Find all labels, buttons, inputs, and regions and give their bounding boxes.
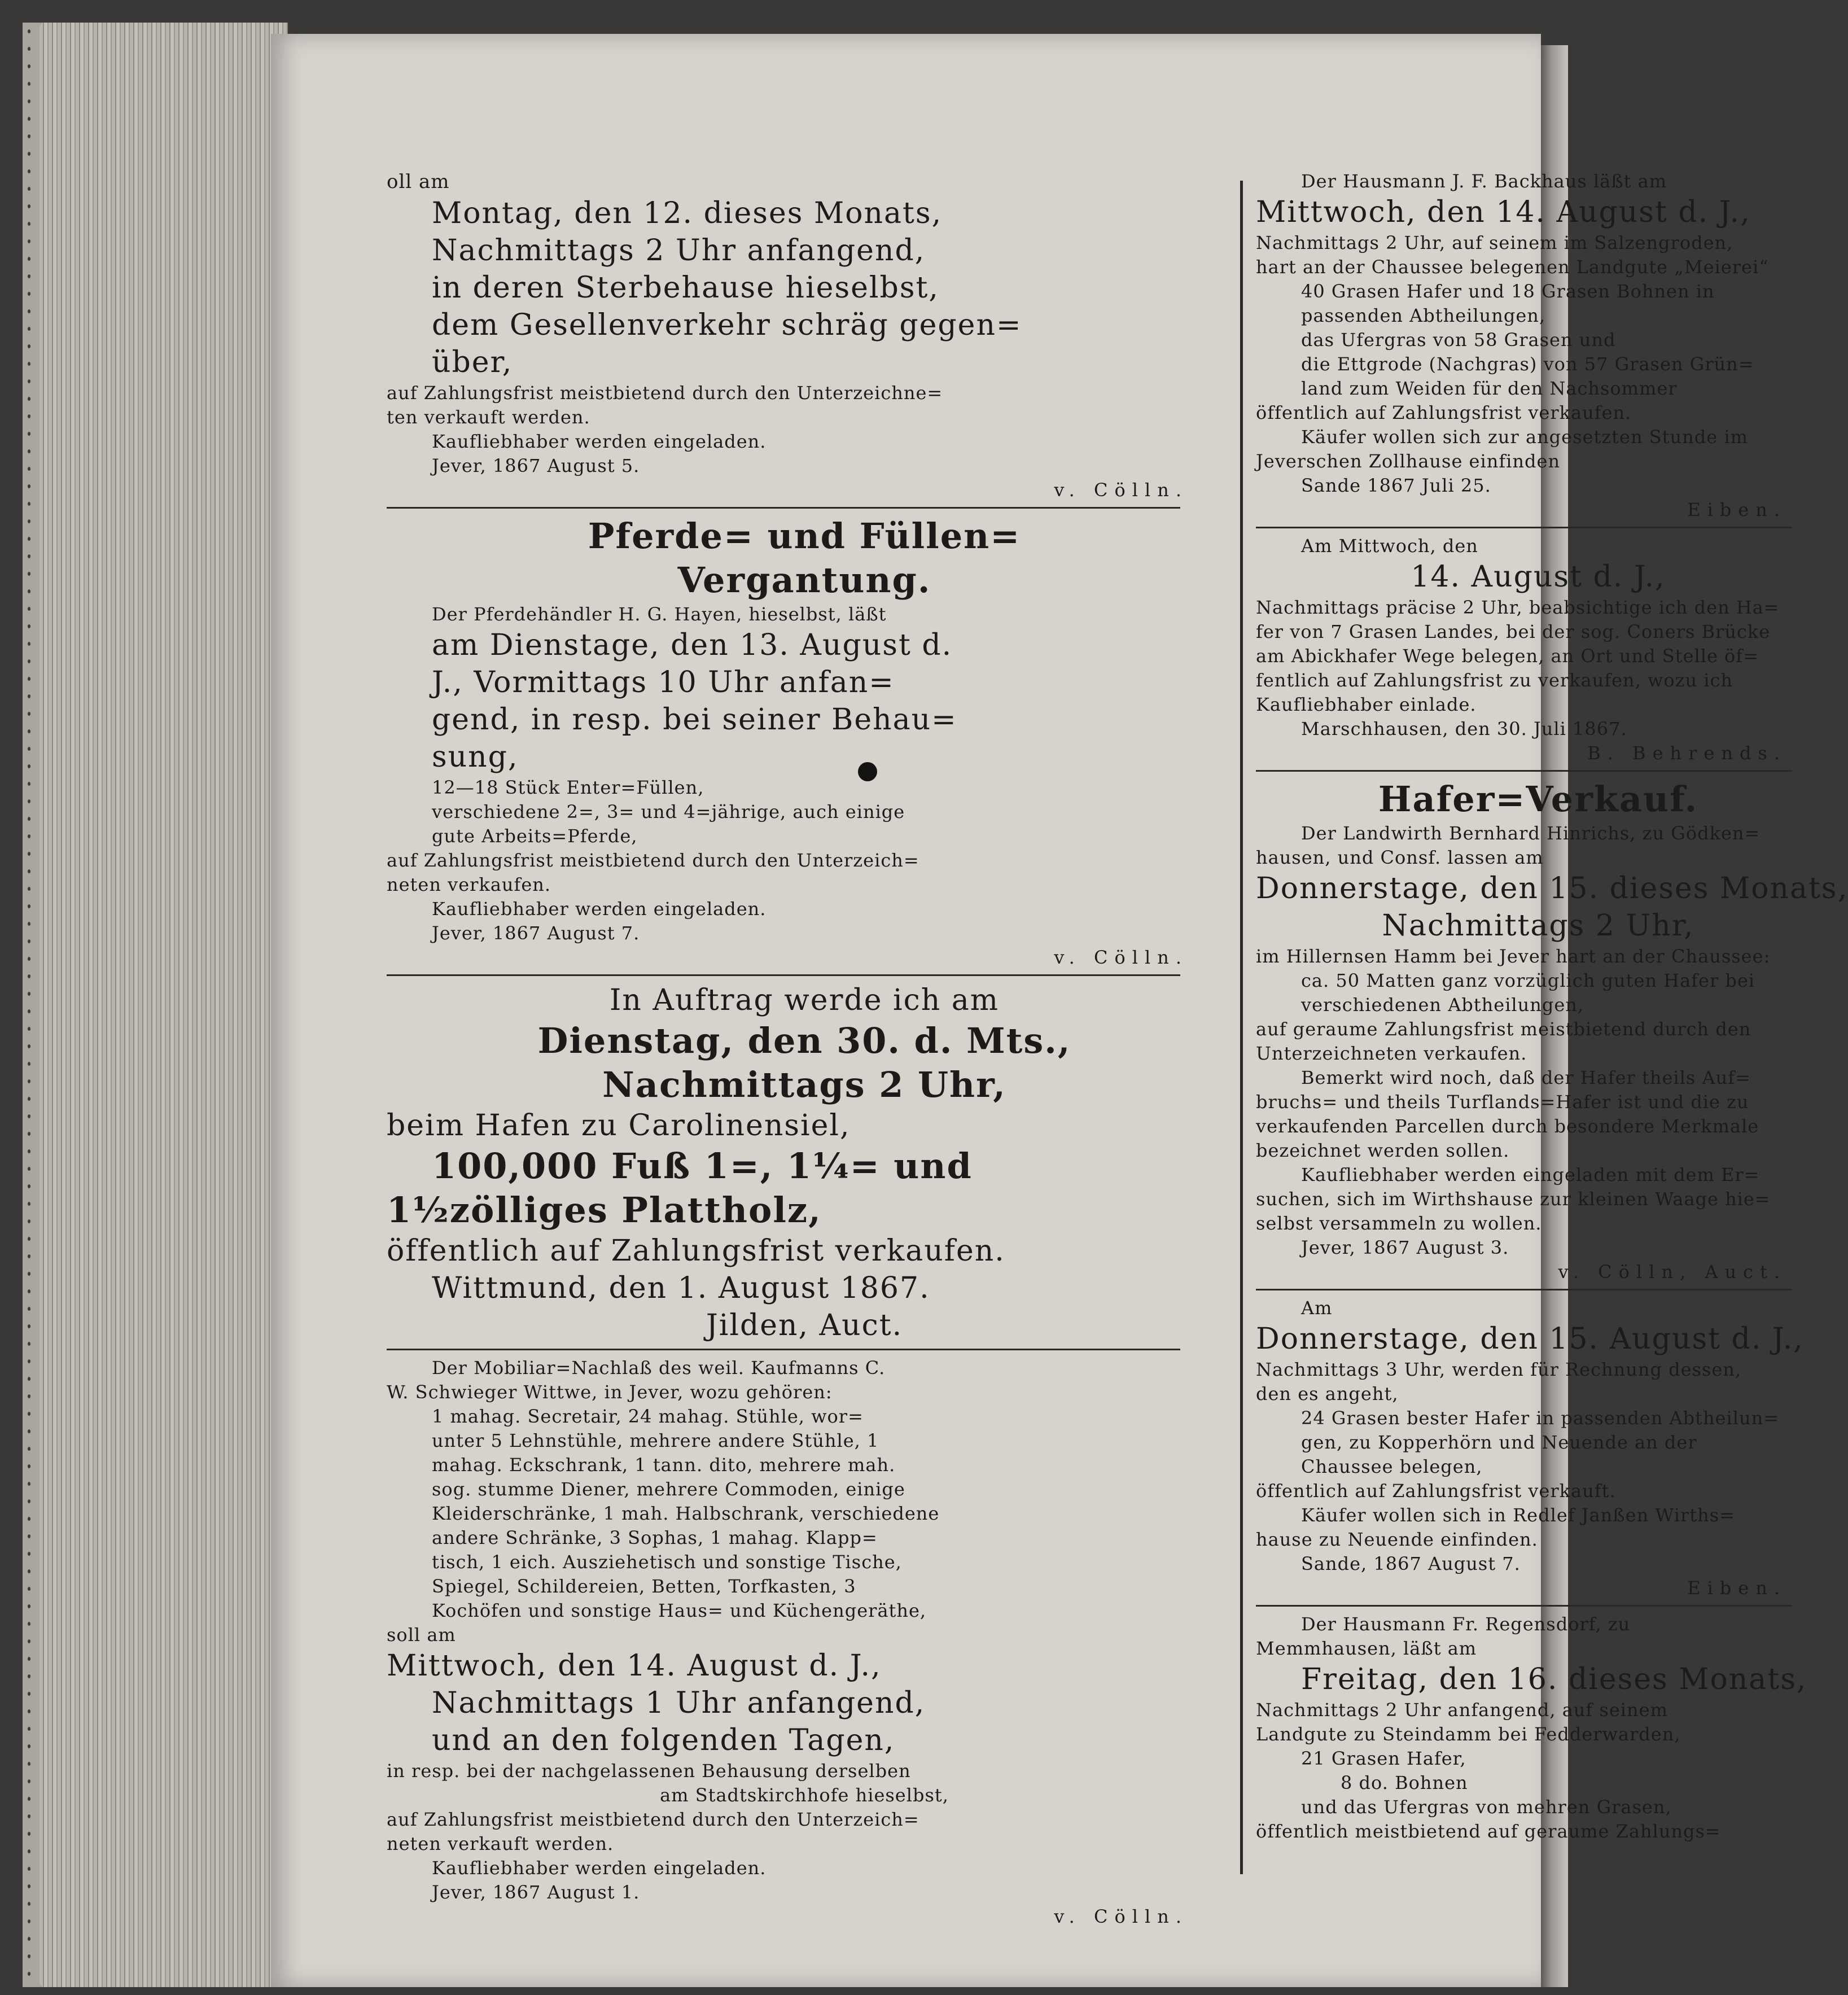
- notice-line: öffentlich auf Zahlungsfrist verkaufen.: [1256, 402, 1632, 423]
- notice-line: verschiedene 2=, 3= und 4=jährige, auch einige: [432, 801, 905, 823]
- notice-eiben-auction: [1256, 1296, 1820, 1600]
- notice-line: 12—18 Stück Enter=Füllen,: [432, 777, 704, 798]
- notice-signature: v. Cölln.: [1054, 947, 1188, 968]
- notice-behrends-auction: [1256, 534, 1820, 765]
- notice-line: in deren Sterbehause hieselbst,: [432, 271, 939, 305]
- notice-line: Kaufliebhaber werden eingeladen.: [432, 431, 767, 452]
- notice-line: Nachmittags 3 Uhr, werden für Rechnung dessen,: [1256, 1359, 1742, 1380]
- notice-line: passenden Abtheilungen,: [1301, 305, 1546, 326]
- notice-line: sog. stumme Diener, mehrere Commoden, einige: [432, 1478, 905, 1500]
- notice-line: oll am: [387, 170, 450, 193]
- notice-signature: B. Behrends.: [1587, 742, 1786, 764]
- notice-line: Sande, 1867 August 7.: [1301, 1553, 1521, 1574]
- notice-line: neten verkauft werden.: [387, 1833, 614, 1854]
- left-column: [387, 169, 1222, 1929]
- notice-line: auf Zahlungsfrist meistbietend durch den Unterzeichne=: [387, 382, 943, 404]
- notice-line: Kaufliebhaber werden eingeladen.: [432, 898, 767, 920]
- notice-line: Kleiderschränke, 1 mah. Halbschrank, verschiedene: [432, 1503, 940, 1524]
- notice-heading: Pferde= und Füllen=: [588, 515, 1021, 557]
- notice-line: Chaussee belegen,: [1301, 1456, 1483, 1477]
- notice-line: Freitag, den 16. dieses Monats,: [1301, 1663, 1807, 1696]
- notice-line: Bemerkt wird noch, daß der Hafer theils Auf=: [1301, 1067, 1751, 1088]
- notice-line: Der Mobiliar=Nachlaß des weil. Kaufmanns C.: [432, 1357, 886, 1379]
- notice-line: Am: [1301, 1297, 1333, 1319]
- notice-estate-auction: [387, 1356, 1222, 1929]
- notice-line: den es angeht,: [1256, 1383, 1399, 1405]
- notice-line: W. Schwieger Wittwe, in Jever, wozu gehören:: [387, 1381, 833, 1403]
- notice-line: Der Hausmann J. F. Backhaus läßt am: [1301, 170, 1667, 192]
- notice-line: Jever, 1867 August 7.: [432, 922, 640, 944]
- notice-heading: Nachmittags 2 Uhr,: [602, 1064, 1006, 1105]
- notice-timber-auction: [387, 982, 1222, 1344]
- notice-line: verschiedenen Abtheilungen,: [1301, 994, 1584, 1016]
- notice-line: Käufer wollen sich zur angesetzten Stunde im: [1301, 426, 1748, 448]
- notice-line: Mittwoch, den 14. August d. J.,: [387, 1649, 882, 1683]
- page-edges: [40, 23, 288, 1987]
- notice-line: über,: [432, 345, 513, 379]
- notice-line: Spiegel, Schildereien, Betten, Torfkasten, 3: [432, 1576, 856, 1597]
- notice-line: 40 Grasen Hafer und 18 Grasen Bohnen in: [1301, 281, 1715, 302]
- notice-signature: v. Cölln.: [1054, 479, 1188, 501]
- notice-separator: [387, 974, 1180, 976]
- notice-line: Memmhausen, läßt am: [1256, 1638, 1477, 1659]
- notice-line: am Dienstage, den 13. August d.: [432, 628, 953, 662]
- notice-line: fentlich auf Zahlungsfrist zu verkaufen, wozu ich: [1256, 670, 1733, 691]
- notice-line: J., Vormittags 10 Uhr anfan=: [432, 666, 895, 699]
- notice-line: Unterzeichneten verkaufen.: [1256, 1043, 1527, 1064]
- notice-separator: [1256, 770, 1792, 772]
- notice-line: unter 5 Lehnstühle, mehrere andere Stühle, 1: [432, 1430, 879, 1451]
- notice-heading: Vergantung.: [677, 559, 931, 601]
- notice-line: hausen, und Consf. lassen am: [1256, 847, 1544, 868]
- notice-line: Kaufliebhaber einlade.: [1256, 694, 1477, 715]
- notice-line: Käufer wollen sich in Redlef Janßen Wirths=: [1301, 1504, 1735, 1526]
- notice-line: Landgute zu Steindamm bei Fedderwarden,: [1256, 1723, 1681, 1745]
- notice-line: Donnerstage, den 15. dieses Monats,: [1256, 872, 1848, 905]
- notice-separator: [387, 1349, 1180, 1350]
- notice-line: öffentlich auf Zahlungsfrist verkaufen.: [387, 1234, 1005, 1268]
- notice-line: bruchs= und theils Turflands=Hafer ist und die zu: [1256, 1091, 1749, 1113]
- notice-line: im Hillernsen Hamm bei Jever hart an der Chaussee:: [1256, 946, 1771, 967]
- notice-signature: v. Cölln.: [1054, 1906, 1188, 1927]
- notice-separator: [1256, 1605, 1792, 1607]
- notice-line: Kochöfen und sonstige Haus= und Küchengeräthe,: [432, 1600, 927, 1621]
- notice-heading: Hafer=Verkauf.: [1378, 778, 1698, 820]
- notice-regensdorf-auction: [1256, 1612, 1820, 1844]
- notice-separator: [387, 507, 1180, 509]
- notice-line: In Auftrag werde ich am: [609, 983, 1000, 1017]
- notice-line: auf Zahlungsfrist meistbietend durch den Unterzeich=: [387, 850, 919, 871]
- notice-line: suchen, sich im Wirthshause zur kleinen Waage hie=: [1256, 1188, 1771, 1210]
- right-column: [1256, 169, 1848, 1844]
- notice-separator: [1256, 527, 1792, 528]
- notice-line: Jever, 1867 August 3.: [1301, 1237, 1509, 1258]
- notice-line: gute Arbeits=Pferde,: [432, 825, 638, 847]
- notice-line: Jever, 1867 August 1.: [432, 1882, 640, 1903]
- notice-line: tisch, 1 eich. Ausziehetisch und sonstige Tische,: [432, 1551, 902, 1573]
- notice-line: Donnerstage, den 15. August d. J.,: [1256, 1322, 1804, 1356]
- notice-line: Jever, 1867 August 5.: [432, 455, 640, 476]
- notice-line: ten verkauft werden.: [387, 406, 590, 428]
- notice-horse-auction: [387, 514, 1222, 970]
- notice-separator: [1256, 1289, 1792, 1290]
- notice-line: 8 do. Bohnen: [1341, 1772, 1468, 1793]
- notice-line: und das Ufergras von mehren Grasen,: [1301, 1796, 1672, 1818]
- notice-heading: Dienstag, den 30. d. Mts.,: [537, 1020, 1071, 1061]
- notice-line: Wittmund, den 1. August 1867.: [432, 1271, 930, 1305]
- notice-heading: 100,000 Fuß 1=, 1¼= und: [432, 1145, 973, 1187]
- notice-line: Der Pferdehändler H. G. Hayen, hieselbst, läßt: [432, 603, 887, 625]
- notice-line: 24 Grasen bester Hafer in passenden Abtheilun=: [1301, 1407, 1779, 1429]
- notice-line: öffentlich meistbietend auf geraume Zahlungs=: [1256, 1821, 1721, 1842]
- notice-line: Der Hausmann Fr. Regensdorf, zu: [1301, 1613, 1631, 1635]
- notice-line: Nachmittags 2 Uhr,: [1382, 909, 1694, 943]
- notice-line: beim Hafen zu Carolinensiel,: [387, 1109, 851, 1143]
- notice-line: öffentlich auf Zahlungsfrist verkauft.: [1256, 1480, 1616, 1502]
- notice-line: Marschhausen, den 30. Juli 1867.: [1301, 718, 1627, 740]
- notice-line: selbst versammeln zu wollen.: [1256, 1213, 1542, 1234]
- notice-line: und an den folgenden Tagen,: [432, 1723, 895, 1757]
- notice-line: Nachmittags 2 Uhr, auf seinem im Salzengroden,: [1256, 232, 1733, 253]
- notice-line: ca. 50 Matten ganz vorzüglich guten Hafer bei: [1301, 970, 1755, 991]
- notice-line: bezeichnet werden sollen.: [1256, 1140, 1510, 1161]
- notice-line: in resp. bei der nachgelassenen Behausung derselben: [387, 1760, 911, 1782]
- notice-line: hause zu Neuende einfinden.: [1256, 1529, 1538, 1550]
- notice-signature: Eiben.: [1687, 1577, 1786, 1599]
- notice-line: Nachmittags 1 Uhr anfangend,: [432, 1686, 926, 1720]
- notice-line: Montag, den 12. dieses Monats,: [432, 196, 943, 230]
- notice-signature: Eiben.: [1687, 499, 1786, 520]
- notice-line: gend, in resp. bei seiner Behau=: [432, 703, 957, 737]
- notice-line: auf geraume Zahlungsfrist meistbietend durch den: [1256, 1018, 1751, 1040]
- notice-line: Nachmittags 2 Uhr anfangend, auf seinem: [1256, 1699, 1668, 1721]
- notice-line: fer von 7 Grasen Landes, bei der sog. Coners Brücke: [1256, 621, 1771, 642]
- notice-line: 1 mahag. Secretair, 24 mahag. Stühle, wor=: [432, 1406, 864, 1427]
- notice-line: dem Gesellenverkehr schräg gegen=: [432, 308, 1022, 342]
- notice-line: auf Zahlungsfrist meistbietend durch den Unterzeich=: [387, 1809, 919, 1830]
- notice-line: am Abickhafer Wege belegen, an Ort und Stelle öf=: [1256, 645, 1759, 667]
- notice-signature: v. Cölln, Auct.: [1558, 1261, 1786, 1283]
- notice-line: mahag. Eckschrank, 1 tann. dito, mehrere mah.: [432, 1454, 896, 1476]
- notice-line: Kaufliebhaber werden eingeladen.: [432, 1857, 767, 1879]
- newspaper-page: [271, 34, 1848, 1987]
- notice-line: 14. August d. J.,: [1411, 560, 1666, 594]
- notice-line: Mittwoch, den 14. August d. J.,: [1256, 195, 1751, 229]
- notice-line: soll am: [387, 1624, 456, 1646]
- notice-line: neten verkaufen.: [387, 874, 551, 895]
- notice-line: Am Mittwoch, den: [1301, 535, 1478, 557]
- notice-line: andere Schränke, 3 Sophas, 1 mahag. Klapp=: [432, 1527, 878, 1548]
- notice-line: 21 Grasen Hafer,: [1301, 1748, 1466, 1769]
- notice-line: Der Landwirth Bernhard Hinrichs, zu Gödken=: [1301, 823, 1761, 844]
- notice-line: Kaufliebhaber werden eingeladen mit dem Er=: [1301, 1164, 1760, 1185]
- notice-line: verkaufenden Parcellen durch besondere Merkmale: [1256, 1115, 1759, 1137]
- notice-line: hart an der Chaussee belegenen Landgute „Meierei“: [1256, 256, 1769, 278]
- notice-line: am Stadtskirchhofe hieselbst,: [660, 1784, 949, 1806]
- notice-line: sung,: [432, 740, 519, 774]
- notice-signature: Jilden, Auct.: [706, 1309, 903, 1342]
- notice-heading: 1½zölliges Plattholz,: [387, 1189, 822, 1231]
- notice-backhaus-auction: [1256, 169, 1820, 522]
- notice-line: Sande 1867 Juli 25.: [1301, 475, 1491, 496]
- notice-line: das Ufergras von 58 Grasen und: [1301, 329, 1616, 351]
- notice-line: Jeverschen Zollhause einfinden: [1256, 450, 1561, 472]
- notice-line: die Ettgrode (Nachgras) von 57 Grasen Grün=: [1301, 353, 1754, 375]
- notice-line: Nachmittags 2 Uhr anfangend,: [432, 234, 926, 268]
- notice-hafer-verkauf: [1256, 777, 1848, 1284]
- column-divider: [1240, 181, 1243, 1874]
- notice-line: Nachmittags präcise 2 Uhr, beabsichtige ich den Ha=: [1256, 597, 1780, 618]
- notice-line: gen, zu Kopperhörn und Neuende an der: [1301, 1432, 1697, 1453]
- notice-line: land zum Weiden für den Nachsommer: [1301, 378, 1678, 399]
- notice-auction-cölln-aug5: [387, 169, 1222, 502]
